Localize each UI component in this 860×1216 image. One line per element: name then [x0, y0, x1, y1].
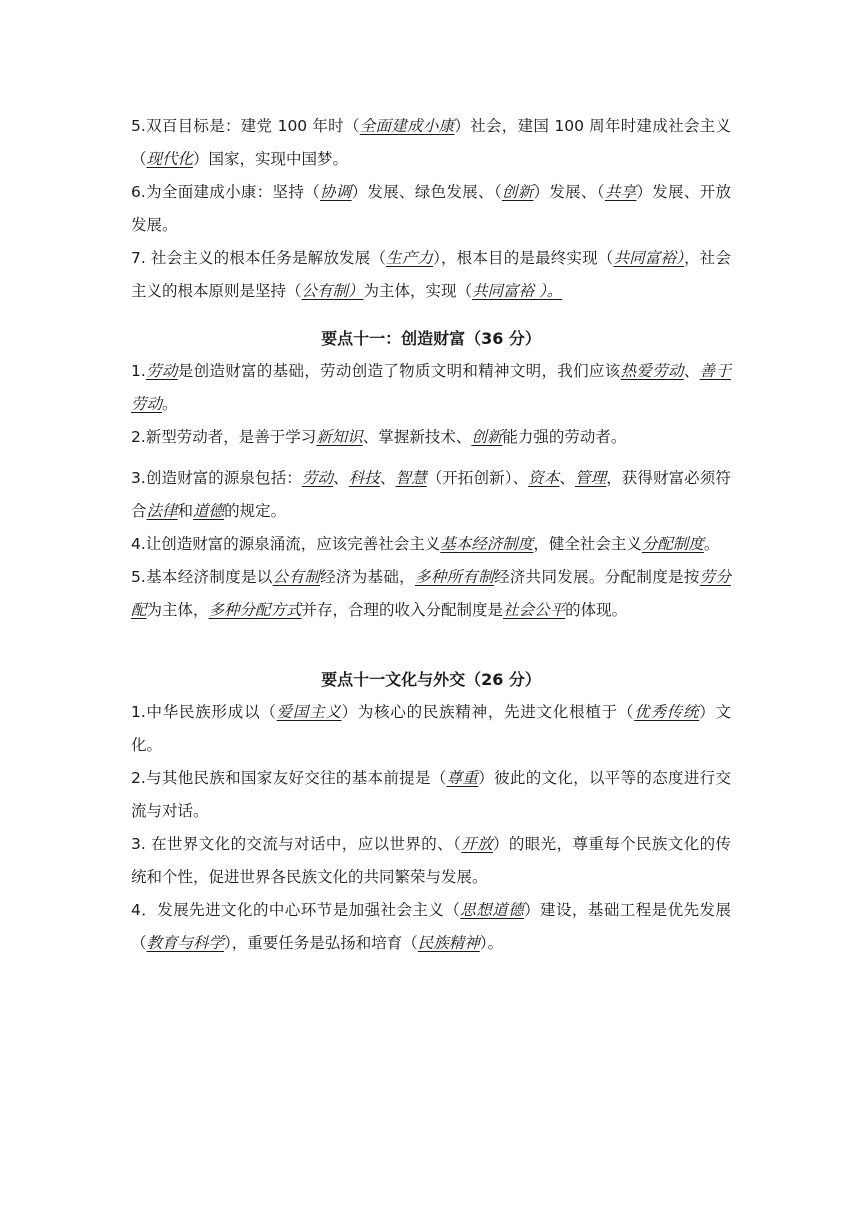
answer-blank: 分配制度 [641, 535, 704, 553]
text-run: 并存，合理的收入分配制度是 [301, 601, 504, 619]
answer-blank: 爱国主义 [276, 703, 342, 721]
answer-blank: 基本经济制度 [440, 535, 534, 553]
text-run: ）彼此的文化，以平等的态度进行交流与对话。 [131, 769, 731, 820]
answer-blank: 尊重 [446, 769, 479, 787]
paragraph [131, 828, 731, 894]
answer-blank: 生产力 [386, 249, 434, 267]
text-run: ，健全社会主义 [533, 535, 642, 553]
text-run: 2.与其他民族和国家友好交往的基本前提是（ [131, 769, 447, 787]
text-run: 5.双百目标是：建党 100 年时（ [131, 117, 360, 135]
answer-blank: 社会公平 [503, 601, 566, 619]
answer-blank: 民族精神 [417, 934, 480, 952]
section-heading-culture: 要点十一文化与外交（26 分） [321, 670, 541, 689]
document-page [131, 110, 731, 960]
text-run: ）文化。 [131, 703, 731, 754]
text-run: 、掌握新技术、 [362, 428, 472, 446]
answer-blank: 劳动 [145, 362, 178, 380]
paragraph [131, 762, 731, 828]
answer-blank: 创新 [501, 183, 534, 201]
paragraph [131, 528, 731, 561]
answer-blank: 优秀传统 [634, 703, 700, 721]
text-run: ）发展、（ [533, 183, 605, 201]
answer-blank: 教育与科学 [146, 934, 225, 952]
section-goals [131, 110, 731, 308]
text-run: ）。 [479, 934, 504, 952]
text-run: 经济为基础， [320, 568, 415, 586]
text-run: 、 [683, 362, 700, 380]
section-heading-wealth: 要点十一：创造财富（36 分） [321, 329, 541, 348]
answer-blank: 协调 [319, 183, 352, 201]
answer-blank: 思想道德 [460, 901, 525, 919]
text-run: ，获得财富必须符合 [131, 469, 731, 520]
text-run: 2.新型劳动者，是善于学习 [131, 428, 317, 446]
text-run: ）国家，实现中国梦。 [193, 150, 349, 168]
text-run: 4.让创造财富的源泉涌流，应该完善社会主义 [131, 535, 441, 553]
answer-blank: 现代化 [146, 150, 194, 168]
paragraph [131, 462, 731, 528]
paragraph [131, 696, 731, 762]
text-run: ），根本目的是最终实现（ [433, 249, 614, 267]
answer-blank: 共同富裕 ）。 [472, 282, 563, 300]
answer-blank: 多种所有制 [414, 568, 495, 586]
paragraph [131, 242, 731, 308]
text-run: 、 [379, 469, 396, 487]
text-run: 3. 在世界文化的交流与对话中，应以世界的、（ [131, 835, 462, 853]
text-run: 、 [559, 469, 575, 487]
answer-blank: 多种分配方式 [208, 601, 302, 619]
text-run: ）的眼光，尊重每个民族文化的传统和个性，促进世界各民族文化的共同繁荣与发展。 [131, 835, 731, 886]
text-run: 3.创造财富的源泉包括： [131, 469, 302, 487]
paragraph [131, 894, 731, 960]
text-run: 、 [333, 469, 349, 487]
answer-blank: 法律 [146, 502, 178, 520]
text-run: 。 [162, 395, 178, 413]
text-run: （开拓创新）、 [426, 469, 529, 487]
text-run: 能力强的劳动者。 [502, 428, 627, 446]
text-run: 的体现。 [565, 601, 628, 619]
text-run: 4．发展先进文化的中心环节是加强社会主义（ [131, 901, 461, 919]
answer-blank: 共同富裕） [613, 249, 685, 267]
text-run: ）建设，基础工程是优先发展（ [131, 901, 731, 952]
answer-blank: 劳动 [301, 469, 334, 487]
text-run: 经济共同发展。分配制度是按 [494, 568, 700, 586]
text-run: 为主体， [146, 601, 209, 619]
answer-blank: 道德 [193, 502, 225, 520]
text-run: 6.为全面建成小康：坚持（ [131, 183, 320, 201]
answer-blank: 热爱劳动 [620, 362, 684, 380]
text-run: ，社会主义的根本原则是坚持（ [131, 249, 731, 300]
text-run: 1.中华民族形成以（ [131, 703, 277, 721]
paragraph [131, 176, 731, 242]
text-run: 。 [703, 535, 720, 553]
section-culture [131, 696, 731, 960]
text-run: 1. [131, 362, 146, 380]
text-run: 是创造财富的基础，劳动创造了物质文明和精神文明，我们应该 [177, 362, 621, 380]
answer-blank: 资本 [528, 469, 560, 487]
section-wealth [131, 355, 731, 627]
paragraph [131, 355, 731, 421]
text-run: ），重要任务是弘扬和培育（ [224, 934, 418, 952]
answer-blank: 共享 [604, 183, 637, 201]
paragraph [131, 110, 731, 176]
text-run: ）为核心的民族精神，先进文化根植于（ [341, 703, 635, 721]
answer-blank: 劳分配 [131, 568, 731, 619]
answer-blank: 新知识 [316, 428, 363, 446]
text-run: 的规定。 [224, 502, 287, 520]
text-run: 5.基本经济制度是以 [131, 568, 273, 586]
answer-blank: 开放 [461, 835, 493, 853]
answer-blank: 公有制 [272, 568, 321, 586]
text-run: 和 [177, 502, 194, 520]
paragraph [131, 561, 731, 627]
answer-blank: 善于劳动 [131, 362, 731, 413]
text-run: ）社会，建国 100 周年时建成社会主义（ [131, 117, 731, 168]
text-run: ）发展、绿色发展、（ [351, 183, 502, 201]
answer-blank: 科技 [348, 469, 380, 487]
answer-blank: 全面建成小康 [359, 117, 455, 135]
answer-blank: 公有制） [301, 282, 364, 300]
paragraph [131, 421, 731, 454]
answer-blank: 管理 [574, 469, 607, 487]
answer-blank: 创新 [471, 428, 503, 446]
text-run: ）发展、开放发展。 [131, 183, 731, 234]
answer-blank: 智慧 [395, 469, 427, 487]
text-run: 为主体，实现（ [363, 282, 473, 300]
text-run: 7. 社会主义的根本任务是解放发展（ [131, 249, 387, 267]
